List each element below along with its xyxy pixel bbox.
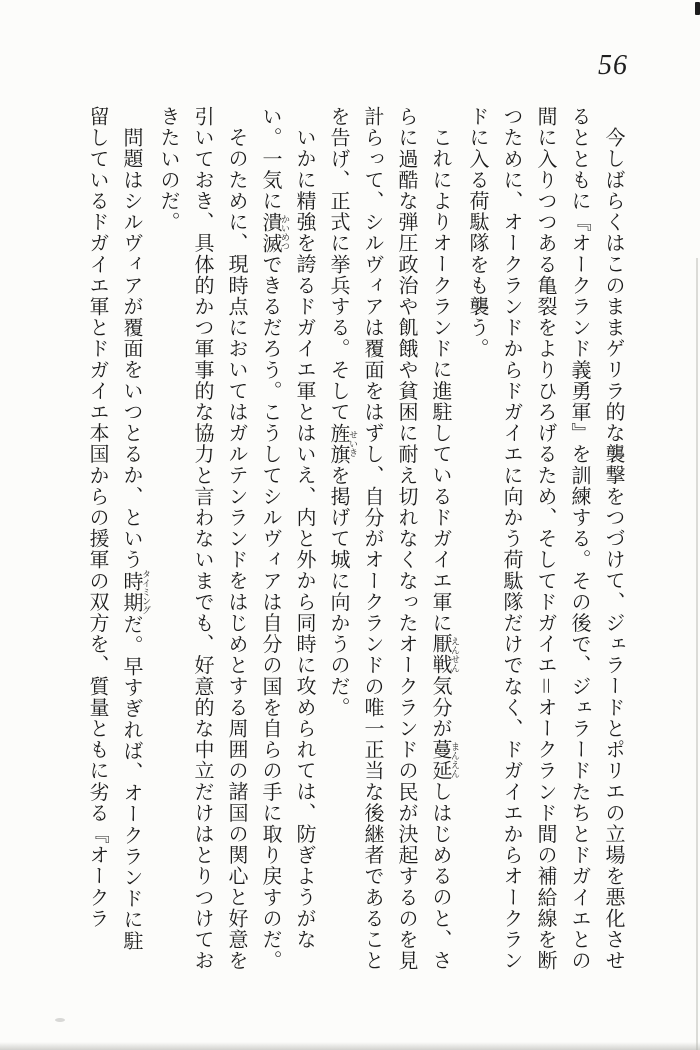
ruby-annotated-word: 潰滅 かいめつ <box>259 211 290 254</box>
scan-artifact-right-edge <box>696 258 698 1050</box>
paragraph: これによりオークランドに進駐しているドガイエ軍に厭戦 えんせん気分が蔓延 まんえんしはじめるのと、さらに過酷な弾圧政治や飢餓や貧困に耐え切れなくなったオークランドの民が決起するのを見計らって、シルヴィアは覆面をはずし、自分がオークランドの唯一正当な後継者であることを告げ、正式に挙兵する。そして旌旗 せいきを掲げて城に向かうのだ。 <box>327 106 460 972</box>
text-block <box>80 106 630 972</box>
ruby-annotated-word: 時期 タイミング <box>120 569 151 615</box>
paragraph: 今しばらくはこのままゲリラ的な襲撃をつづけて、ジェラードとポリエの立場を悪化させるとともに『オークランド義勇軍』を訓練する。その後で、ジェラードたちとドガイエとの間に入りつつある亀裂をよりひろげるため、そしてドガイエ＝オークランド間の補給線を断つために、オークランドからドガイエに向かう荷駄隊だけでなく、ドガイエからオークランドに入る荷駄隊をも襲う。 <box>466 106 624 972</box>
scan-artifact-bottom-edge <box>0 1042 700 1050</box>
page-number: 56 <box>598 50 628 81</box>
paragraph: いかに精強を誇るドガイエ軍とはいえ、内と外から同時に攻められては、防ぎようがない。一気に潰滅 かいめつできるだろう。こうしてシルヴィアは自分の国を自らの手に取り戻すのだ。 <box>259 106 315 972</box>
paragraph: そのために、現時点においてはガルテンランドをはじめとする周囲の諸国の関心と好意を引いておき、具体的かつ軍事的な協力と言わないまでも、好意的な中立だけはとりつけておきたいのだ。 <box>157 106 247 972</box>
scan-artifact-smudge <box>55 1018 65 1022</box>
scan-artifact-top-right <box>695 2 700 15</box>
ruby-annotated-word: 蔓延 まんえん <box>429 738 460 782</box>
ruby-annotated-word: 厭戦 えんせん <box>429 633 460 676</box>
ruby-annotated-word: 旌旗 せいき <box>327 422 358 465</box>
paragraph: 問題はシルヴィアが覆面をいつとるか、という時期 タイミングだ。早すぎれば、オークランドに駐留しているドガイエ軍とドガイエ本国からの援軍の双方を、質量ともに劣る『オークラ <box>86 106 151 952</box>
